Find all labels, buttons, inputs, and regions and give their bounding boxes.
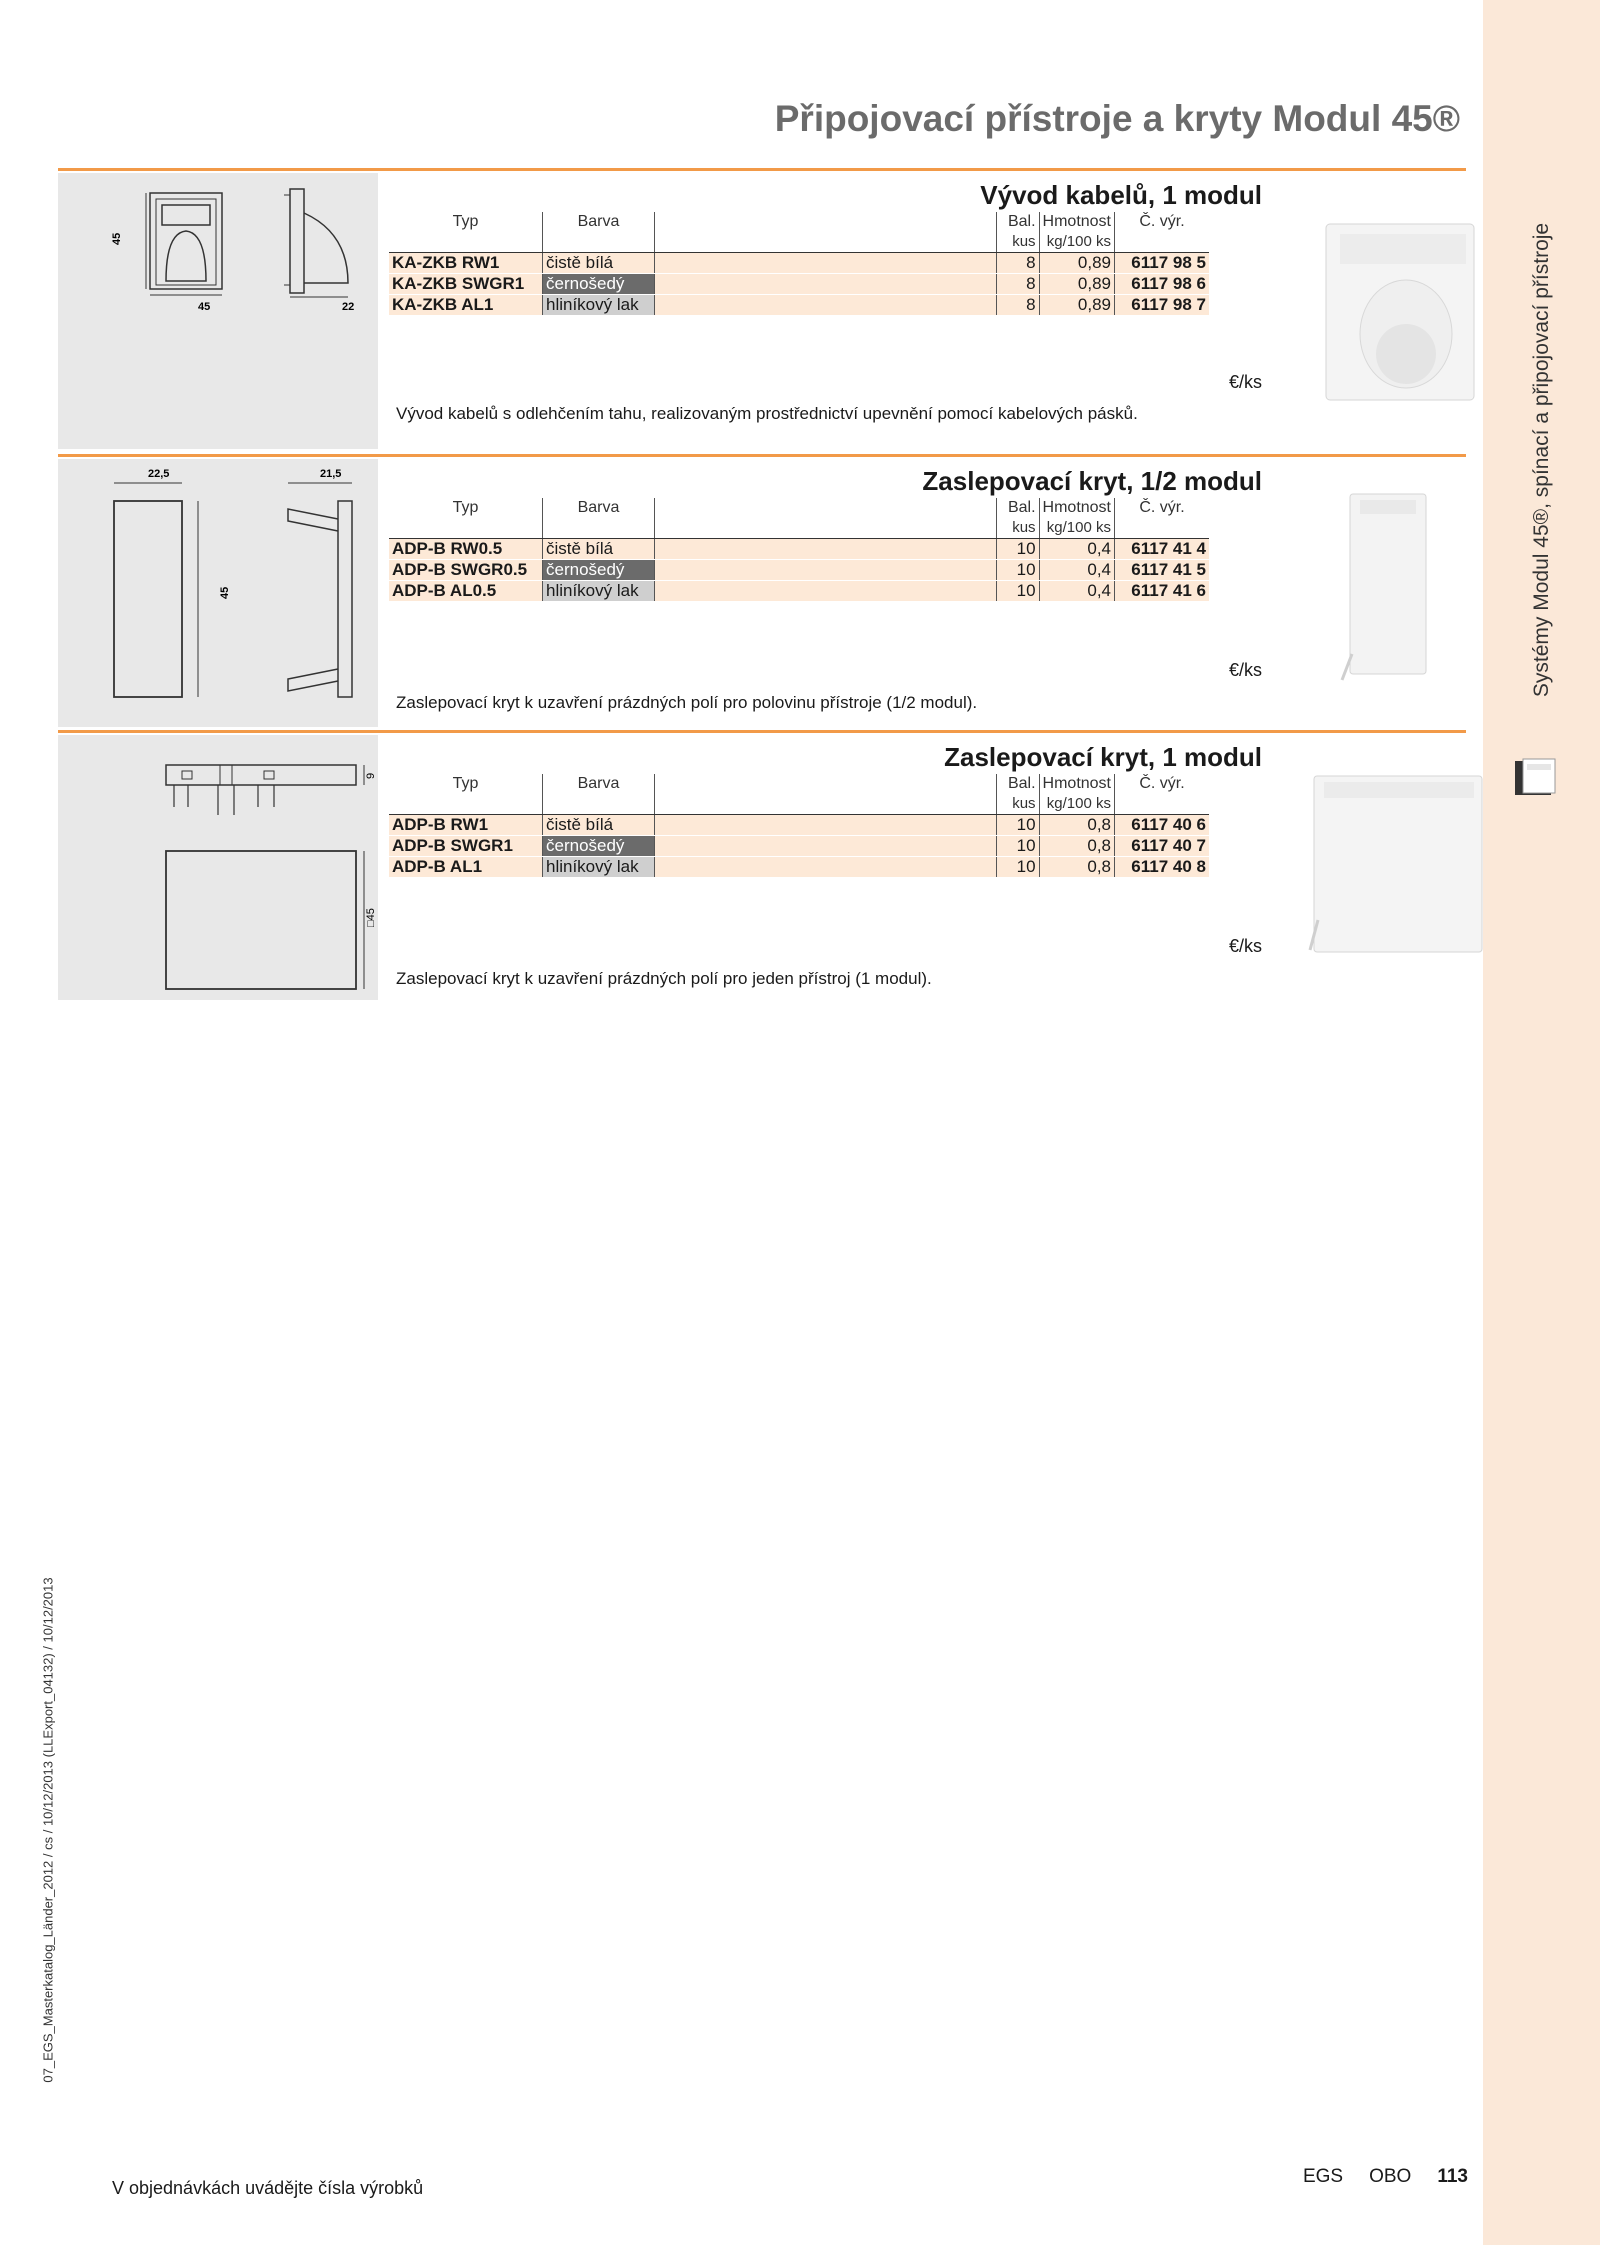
product-photo	[1260, 204, 1520, 412]
section-cable-outlet	[58, 168, 1466, 451]
dim-width: 22,5	[148, 468, 170, 480]
footer-note: V objednávkách uvádějte čísla výrobků	[112, 2178, 424, 2198]
table-row: ADP-B RW1 čistě bílá 10 0,8 6117 40 6	[389, 815, 1209, 836]
dim-width: 45	[198, 301, 211, 313]
section-blank-cover-full	[58, 730, 1466, 1010]
technical-drawing	[58, 459, 378, 727]
section-blank-cover-half	[58, 454, 1466, 729]
table-row: KA-ZKB RW1 čistě bílá 8 0,89 6117 98 5	[389, 253, 1209, 274]
footer-brand	[1277, 2166, 1468, 2188]
table-unit-row: kus kg/100 ks	[389, 518, 1209, 539]
dim-size: □45	[365, 908, 377, 927]
table-unit-row: kus kg/100 ks	[389, 794, 1209, 815]
table-row: ADP-B RW0.5 čistě bílá 10 0,4 6117 41 4	[389, 539, 1209, 560]
document-id: 07_EGS_Masterkatalog_Länder_2012 / cs / 10/12/2013 (LLExport_04132) / 10/12/2013	[40, 1577, 56, 2083]
table-row: ADP-B AL1 hliníkový lak 10 0,8 6117 40 8	[389, 857, 1209, 878]
dim-depth: 9	[365, 772, 377, 779]
product-photo	[1308, 484, 1468, 694]
price-unit: €/ks	[1228, 660, 1262, 680]
product-description: Zaslepovací kryt k uzavření prázdných polí pro jeden přístroj (1 modul).	[396, 969, 932, 988]
section-divider	[58, 730, 1466, 733]
section-divider	[58, 168, 1466, 171]
price-unit: €/ks	[1228, 936, 1262, 956]
table-header: Typ Barva Bal. Hmotnost Č. výr.	[389, 498, 1209, 518]
price-unit: €/ks	[1228, 372, 1262, 392]
section-title: Vývod kabelů, 1 modul	[980, 180, 1262, 210]
page-title: Připojovací přístroje a kryty Modul 45®	[774, 98, 1460, 139]
dim-depth: 21,5	[320, 468, 342, 480]
product-table	[389, 498, 1209, 602]
product-photo	[1258, 760, 1518, 960]
dim-height: 45	[219, 586, 231, 599]
sidebar-label: Systémy Modul 45®, spínací a připojovací přístroje	[1530, 222, 1553, 698]
dim-height: 45	[111, 232, 123, 245]
section-title: Zaslepovací kryt, 1 modul	[944, 742, 1262, 772]
table-row: ADP-B SWGR1 černošedý 10 0,8 6117 40 7	[389, 836, 1209, 857]
table-row: ADP-B AL0.5 hliníkový lak 10 0,4 6117 41 6	[389, 581, 1209, 602]
table-row: KA-ZKB SWGR1 černošedý 8 0,89 6117 98 6	[389, 274, 1209, 295]
module-icon	[1511, 755, 1559, 803]
brand-obo: OBO	[1369, 2166, 1412, 2187]
table-header: Typ Barva Bal. Hmotnost Č. výr.	[389, 774, 1209, 794]
table-row: KA-ZKB AL1 hliníkový lak 8 0,89 6117 98 7	[389, 295, 1209, 316]
section-title: Zaslepovací kryt, 1/2 modul	[922, 466, 1262, 496]
table-header: Typ Barva Bal. Hmotnost Č. výr.	[389, 212, 1209, 232]
section-divider	[58, 454, 1466, 457]
product-table	[389, 212, 1209, 316]
product-table	[389, 774, 1209, 878]
product-description: Zaslepovací kryt k uzavření prázdných polí pro polovinu přístroje (1/2 modul).	[396, 693, 978, 712]
page-number: 113	[1437, 2166, 1468, 2187]
table-unit-row: kus kg/100 ks	[389, 232, 1209, 253]
technical-drawing	[58, 735, 378, 1000]
dim-depth: 22	[342, 301, 355, 313]
technical-drawing	[58, 173, 378, 449]
product-description: Vývod kabelů s odlehčením tahu, realizovaným prostřednictví upevnění pomocí kabelových pásků.	[396, 404, 1138, 423]
brand-egs: EGS	[1302, 2166, 1344, 2187]
table-row: ADP-B SWGR0.5 černošedý 10 0,4 6117 41 5	[389, 560, 1209, 581]
